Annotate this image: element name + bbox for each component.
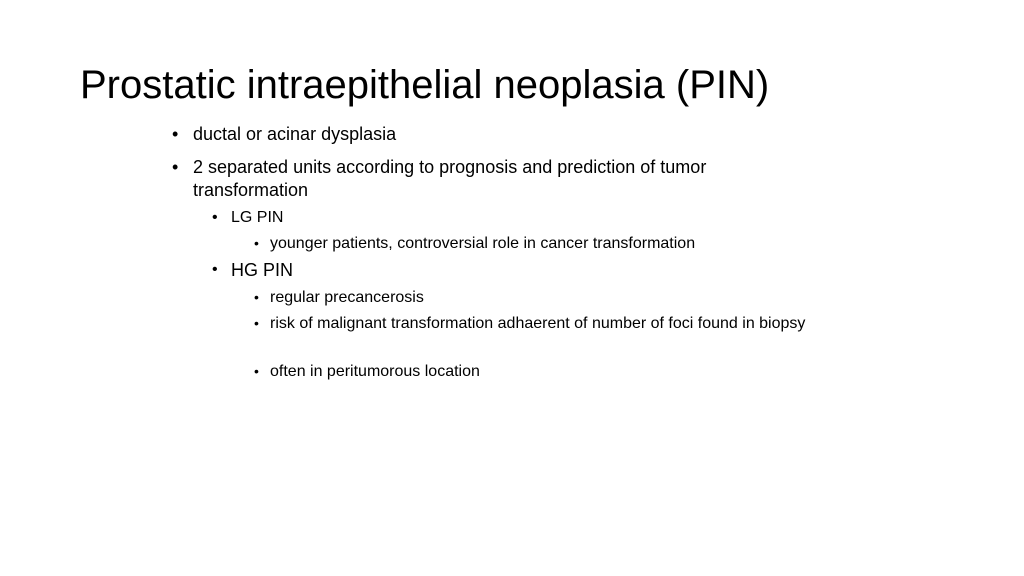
bullet-icon: • xyxy=(172,157,179,177)
sub-sub-bullet-item xyxy=(254,361,874,382)
bullet-icon: • xyxy=(254,235,259,251)
bullet-icon: • xyxy=(172,124,179,144)
sub-sub-bullet-item xyxy=(254,233,874,254)
bullet-icon: • xyxy=(212,209,218,226)
sub-bullet-item xyxy=(212,207,812,229)
bullet-item xyxy=(172,123,832,146)
sub-sub-bullet-item xyxy=(254,313,854,334)
bullet-text: 2 separated units according to prognosis and prediction of tumor transformation xyxy=(193,157,707,200)
sub-sub-bullet-item xyxy=(254,287,874,308)
bullet-icon: • xyxy=(254,363,259,379)
sub-bullet-text-lg-pin: LG PIN xyxy=(231,209,284,226)
sub-sub-bullet-text: younger patients, controversial role in cancer transformation xyxy=(270,235,696,252)
bullet-item xyxy=(172,156,812,202)
sub-bullet-item xyxy=(212,259,812,281)
sub-sub-bullet-text: often in peritumorous location xyxy=(270,363,480,380)
slide-title: Prostatic intraepithelial neoplasia (PIN) xyxy=(80,63,770,107)
sub-sub-bullet-text: regular precancerosis xyxy=(270,289,424,306)
sub-bullet-text-hg-pin: HG PIN xyxy=(231,260,294,280)
bullet-icon: • xyxy=(212,261,218,278)
bullet-icon: • xyxy=(254,315,259,331)
sub-sub-bullet-text: risk of malignant transformation adhaerent of number of foci found in biopsy xyxy=(270,315,806,332)
bullet-text: ductal or acinar dysplasia xyxy=(193,124,397,144)
bullet-icon: • xyxy=(254,289,259,305)
